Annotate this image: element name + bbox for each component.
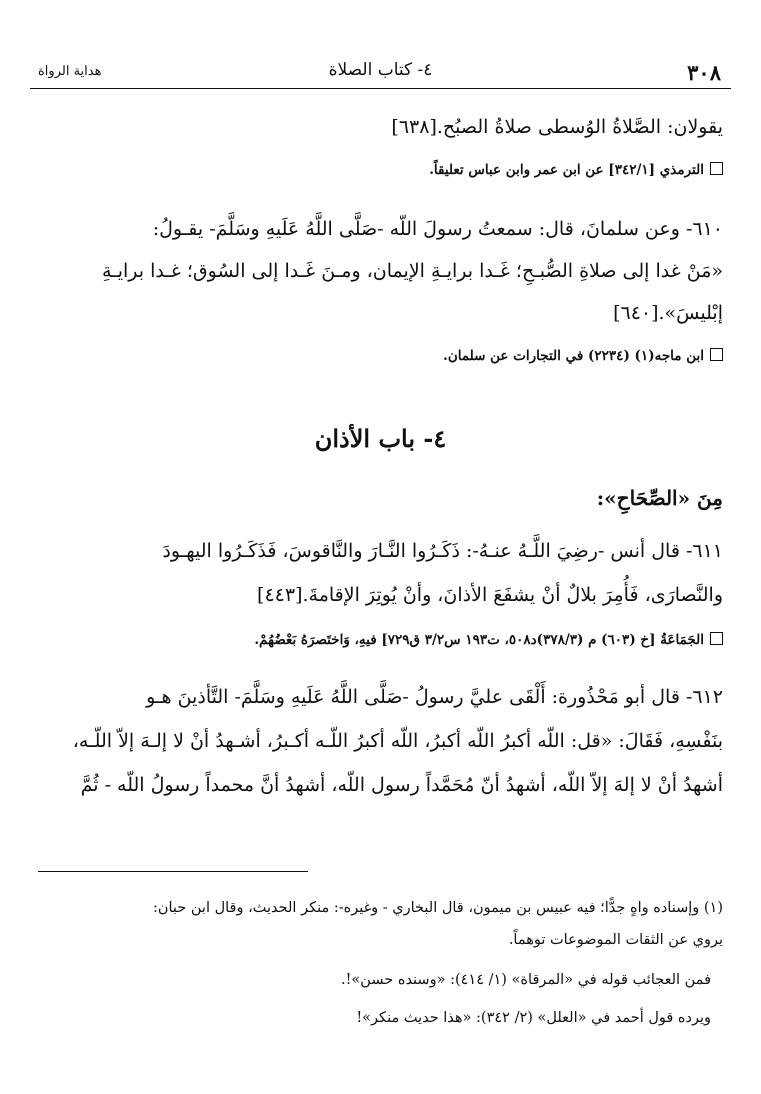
- square-marker-icon: [710, 632, 723, 645]
- footnote-line: فمن العجائب قوله في «المرقاة» (١/ ٤١٤): «وسنده حسن»!.: [341, 972, 711, 988]
- footnote-line: (١) وإسناده واهٍ جدًّا؛ فيه عبيس بن ميمون، قال البخاري - وغيره-: منكر الحديث، وقال ابن حبان:: [152, 900, 723, 916]
- chapter-title: ٤- كتاب الصلاة: [328, 60, 433, 80]
- reference-text: الجَمَاعَةُ [خ (٦٠٣) م (٣٧٨/٣)د٥٠٨، ت١٩٣ س٣/٢ ق٧٢٩] فيهِ، وَاختَصرَهُ بَعْضُهُمْ.: [254, 632, 704, 648]
- footnote-line: ويرده قول أحمد في «العلل» (٢/ ٣٤٢): «هذا حديث منكر»!: [356, 1010, 711, 1026]
- footnote-divider: [38, 871, 308, 872]
- square-marker-icon: [710, 348, 723, 361]
- section-label: مِنَ «الصِّحَاحِ»:: [596, 486, 723, 510]
- book-title: هداية الرواة: [38, 64, 102, 79]
- square-marker-icon: [710, 162, 723, 175]
- hadith-611-line: ٦١١- قال أنس -رضِيَ اللَّـهُ عنـهُ-: ذَكَـرُوا النَّـارَ والنَّاقوسَ، فَذَكَـرُوا اليهـودَ: [162, 540, 723, 562]
- hadith-612-line: ٦١٢- قال أبو مَحْذُورة: أَلْقَى عليَّ رسولُ -صَلَّى اللَّهُ عَلَيهِ وسَلَّمَ- التَّأذينَ هـو: [146, 686, 723, 708]
- text-line: يقولان: الصَّلاةُ الوُسطى صلاةُ الصبُح.[٦٣٨]: [391, 116, 723, 138]
- footnotes: [38, 896, 723, 1046]
- hadith-610-line: إبْليسَ».[٦٤٠]: [613, 302, 723, 324]
- main-text-2: [38, 480, 723, 840]
- reference-line: [429, 162, 723, 178]
- hadith-611-line: والنَّصارَى، فَأُمِرَ بلالٌ أنْ يشفَعَ الأذانَ، وأنْ يُوتِرَ الإقامةَ.[٤٤٣]: [257, 584, 723, 606]
- chapter-heading: ٤- باب الأذان: [314, 424, 447, 453]
- hadith-612-line: بنَفْسِهِ، فَقَالَ: «قل: اللّه أكبرُ اللّه أكبرُ، اللّه أكبرُ اللّـه أكـبرُ، أشـهدُ أنْ لا إلـهَ إلاّ اللّـه،: [72, 730, 723, 752]
- hadith-610-line: ٦١٠- وعن سلمانَ، قال: سمعتُ رسولَ اللّه -صَلَّى اللَّهُ عَلَيهِ وسَلَّمَ- يقـولُ:: [152, 218, 723, 240]
- reference-line: [254, 632, 723, 648]
- page-number: ٣٠٨: [687, 60, 721, 85]
- footnote-line: يروي عن الثقات الموضوعات توهماً.: [508, 932, 723, 948]
- reference-text: الترمذي [٣٤٢/١] عن ابن عمر وابن عباس تعليقاً.: [429, 162, 704, 178]
- hadith-610-line: «مَنْ غدا إلى صلاةِ الصُّبـحِ؛ غَـدا برايـةِ الإيمان، ومـنَ غَـدا إلى السُوق؛ غـدا برايـةِ: [101, 260, 723, 282]
- reference-text: ابن ماجه(١) (٢٢٣٤) في التجارات عن سلمان.: [443, 348, 704, 364]
- reference-line: [443, 348, 723, 364]
- hadith-612-line: أشهدُ أنْ لا إلهَ إلاّ اللّه، أشهدُ أنّ مُحَمَّداً رسول اللّه، أشهدُ أنَّ محمداً رسولُ اللّه - ثُمَّ: [80, 774, 723, 796]
- page-header: [30, 58, 731, 89]
